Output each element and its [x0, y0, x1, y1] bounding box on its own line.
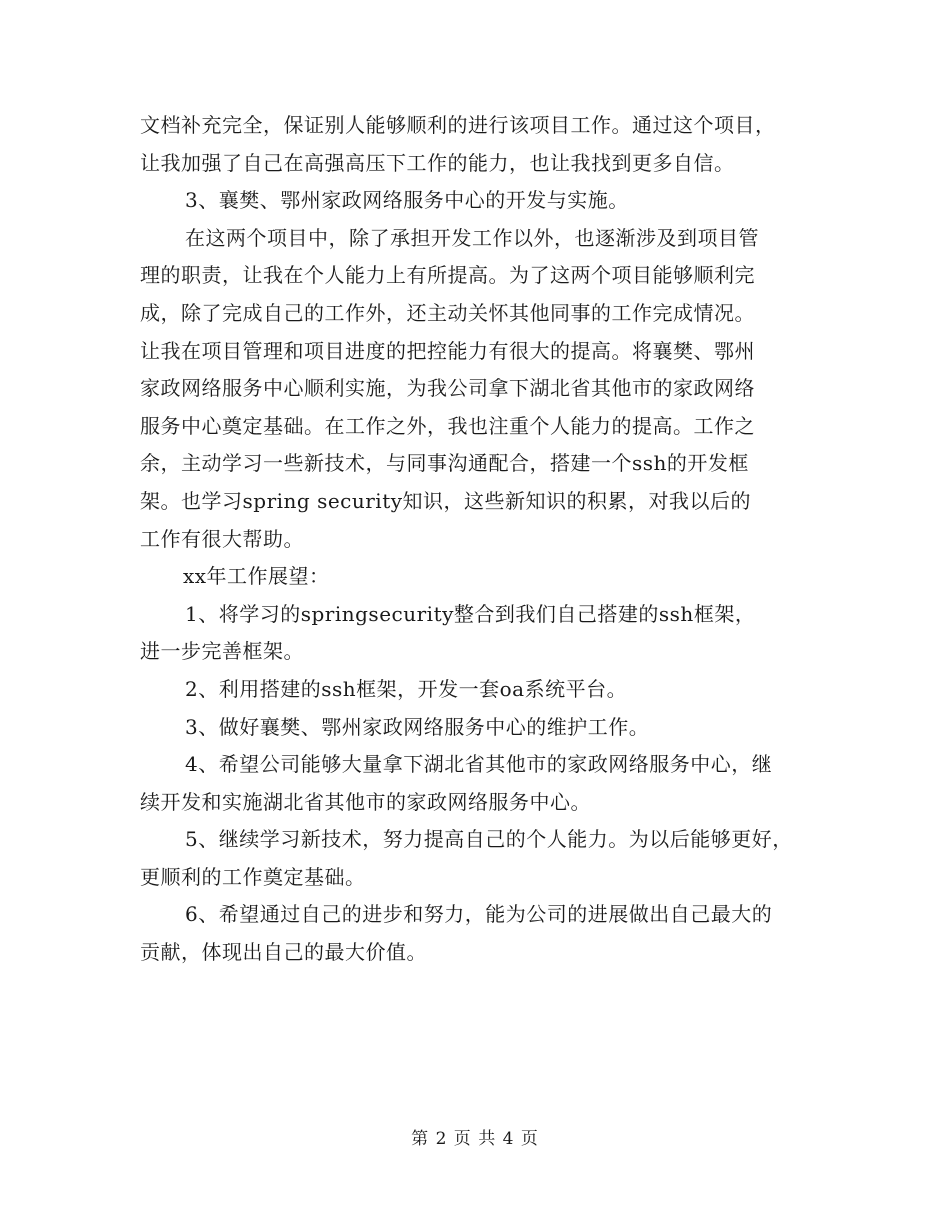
text-line: 家政网络服务中心顺利实施，为我公司拿下湖北省其他市的家政网络: [140, 376, 755, 401]
section-heading: xx年工作展望：: [183, 564, 330, 589]
page-number: 第 2 页 共 4 页: [411, 1129, 539, 1149]
list-item: 1、将学习的springsecurity整合到我们自己搭建的ssh框架，: [185, 601, 756, 626]
text-line: 让我加强了自己在高强高压下工作的能力，也让我找到更多自信。: [140, 150, 735, 175]
list-item: 6、希望通过自己的进步和努力，能为公司的进展做出自己最大的: [185, 902, 773, 927]
list-item: 4、希望公司能够大量拿下湖北省其他市的家政网络服务中心，继: [185, 752, 773, 777]
list-item: 2、利用搭建的ssh框架，开发一套oa系统平台。: [185, 676, 628, 701]
text-line: 服务中心奠定基础。在工作之外，我也注重个人能力的提高。工作之: [140, 413, 755, 438]
text-line: 成，除了完成自己的工作外，还主动关怀其他同事的工作完成情况。: [140, 300, 755, 325]
list-item: 3、做好襄樊、鄂州家政网络服务中心的维护工作。: [185, 714, 650, 739]
page-footer: [0, 1124, 950, 1149]
text-line: 在这两个项目中，除了承担开发工作以外，也逐渐涉及到项目管: [185, 225, 759, 250]
text-line: 续开发和实施湖北省其他市的家政网络服务中心。: [140, 789, 591, 814]
text-line: 余，主动学习一些新技术，与同事沟通配合，搭建一个ssh的开发框: [140, 451, 749, 476]
list-item: 5、继续学习新技术，努力提高自己的个人能力。为以后能够更好，: [185, 827, 793, 852]
text-line: 理的职责，让我在个人能力上有所提高。为了这两个项目能够顺利完: [140, 263, 755, 288]
text-line: 工作有很大帮助。: [140, 526, 304, 551]
text-line: 3、襄樊、鄂州家政网络服务中心的开发与实施。: [185, 188, 629, 213]
text-line: 更顺利的工作奠定基础。: [140, 864, 366, 889]
text-line: 文档补充完全，保证别人能够顺利的进行该项目工作。通过这个项目，: [140, 113, 776, 137]
text-line: 架。也学习spring security知识，这些新知识的积累，对我以后的: [140, 488, 752, 513]
document-body: [140, 107, 820, 972]
text-line: 贡献，体现出自己的最大价值。: [140, 940, 427, 965]
text-line: 让我在项目管理和项目进度的把控能力有很大的提高。将襄樊、鄂州: [140, 338, 755, 363]
text-line: 进一步完善框架。: [140, 639, 304, 664]
